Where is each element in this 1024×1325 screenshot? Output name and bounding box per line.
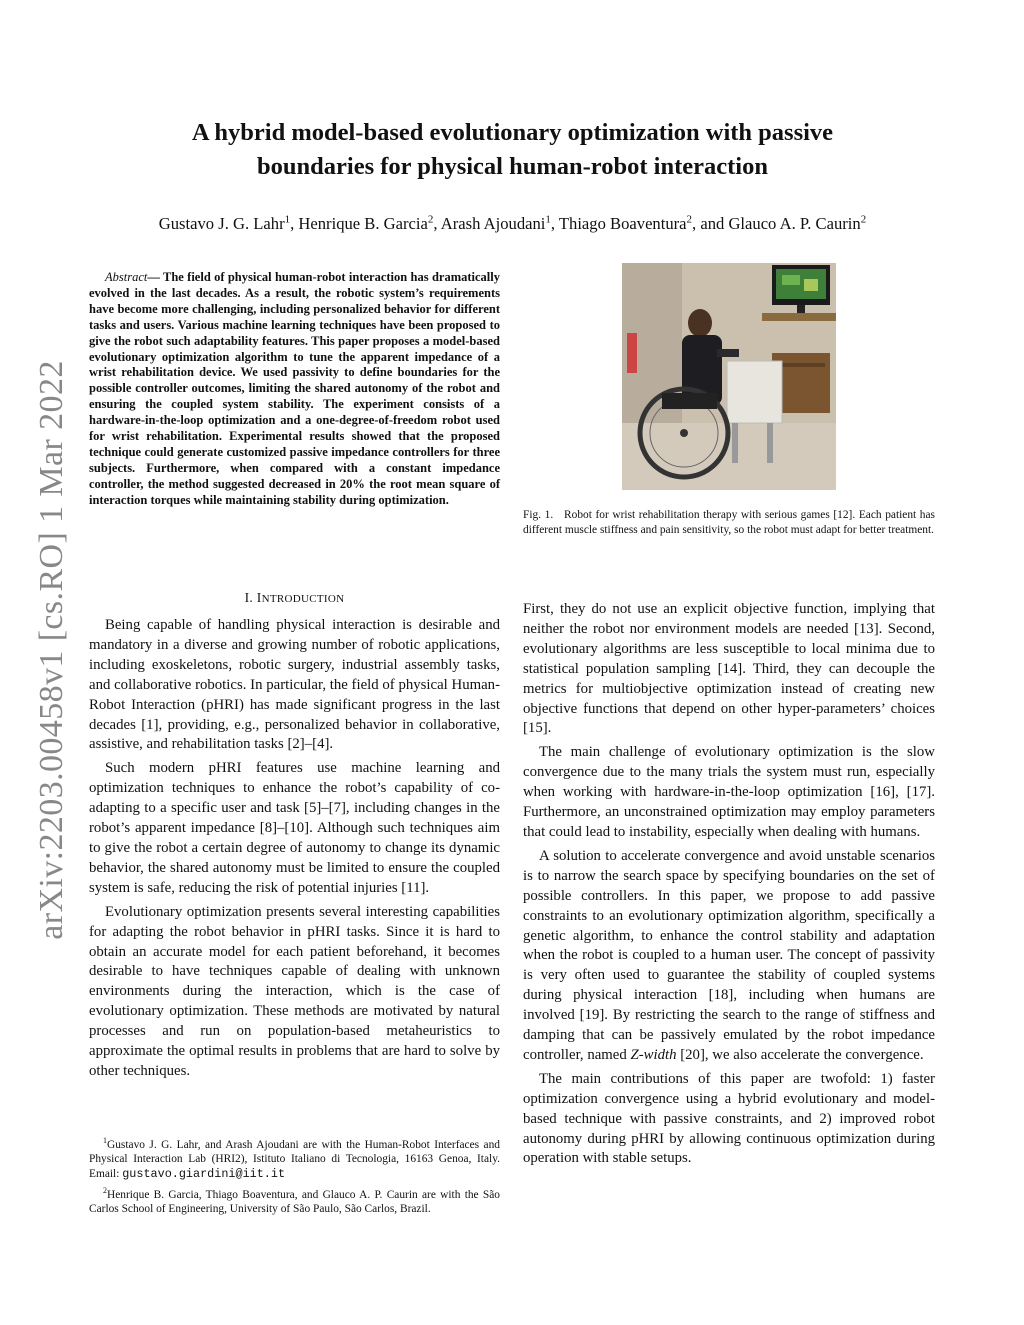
figure-robot-photo	[622, 263, 836, 490]
author: Henrique B. Garcia$^2$,	[298, 213, 441, 233]
abstract	[89, 270, 500, 509]
robot-rehab-photo	[622, 263, 836, 490]
abstract-text: The field of physical human-robot interaction has dramatically evolved in the last decades. As a result, the robotic system’s requirements have become more challenging, including personalized behavior for different tasks and users. Various machine learning techniques have been proposed to give the robot such adaptability features. This paper proposes a model-based evolutionary optimization algorithm to tune the apparent impedance of a wrist rehabilitation device. We used passivity to define boundaries for the possible controller outcomes, limiting the shared autonomy of the robot and ensuring the coupled system stability. The experiment consists of a hardware-in-the-loop optimization and a one-degree-of-freedom robot used for wrist rehabilitation. Experimental results showed that the proposed technique could generate customized passive impedance controllers for three subjects. Furthermore, when compared with a constant impedance controller, the method suggested decreased in 20% the root mean square of interaction torques while maintaining stability during optimization.	[89, 270, 501, 507]
author: Arash Ajoudani$^1$,	[440, 213, 559, 233]
title-line-1: A hybrid model-based evolutionary optimization with passive	[191, 119, 834, 146]
paragraph: Such modern pHRI features use machine learning and optimization techniques to enhance the robot’s capability of co-adapting to a specific user and task [5]–[7], including changes in the robot’s apparent impedance [8]–[10]. Although such techniques aim to give the robot a certain degree of autonomy to change its dynamic behavior, the shared autonomy must be limited to ensure the coupled system is safe, reducing the risk of potential injuries [11].	[89, 760, 500, 896]
title-line-2: boundaries for physical human-robot interaction	[257, 153, 768, 180]
author: Thiago Boaventura$^2$, and	[558, 213, 729, 233]
figure-label: Fig. 1.	[523, 509, 554, 521]
introduction-right-column	[523, 600, 935, 1173]
paper-title	[120, 116, 905, 184]
paragraph: First, they do not use an explicit objective function, implying that neither the robot nor environment models are needed [13]. Second, evolutionary algorithms are less susceptible to local minima due to statistical population sampling [14]. Third, they can decouple the metrics for multiobjective optimization instead of creating new objective functions that depend on other hyper-parameters’ choices [15].	[523, 601, 935, 737]
footnote-1: $^1$Gustavo J. G. Lahr, and Arash Ajoudani are with the Human-Robot Interfaces and Physical Interaction Lab (HRI2), Istituto Italiano di Tecnologia, 16163 Genoa, Italy. Email: gustavo.giardini@iit.it	[89, 1136, 500, 1181]
footnotes	[89, 1134, 500, 1219]
section-heading-introduction: I. INTRODUCTION	[244, 590, 345, 605]
footnote-2: $^2$Henrique B. Garcia, Thiago Boaventura, and Glauco A. P. Caurin are with the São Carlos School of Engineering, University of São Paulo, São Carlos, Brazil.	[89, 1185, 500, 1215]
abstract-dash: —	[147, 270, 163, 284]
figure-caption	[523, 508, 935, 538]
author-email: gustavo.giardini@iit.it	[122, 1166, 286, 1181]
figure-caption-text: Robot for wrist rehabilitation therapy with serious games [12]. Each patient has different muscle stiffness and pain sensitivity, so the robot must adapt for better treatment.	[523, 509, 935, 536]
paragraph: The main contributions of this paper are twofold: 1) faster optimization convergence using a hybrid evolutionary and model-based technique with passive constraints, and 2) improved robot autonomy during pHRI by allowing continuous optimization during operation with stable setups.	[523, 1070, 935, 1167]
author-list	[80, 208, 945, 235]
paragraph: Evolutionary optimization presents several interesting capabilities for adapting the robot behavior in pHRI tasks. Since it is hard to obtain an accurate model for each patient beforehand, it becomes desirable to have techniques capable of dealing with unknown environments during the interaction, which is the case of evolutionary optimization. These methods are motivated by natural processes and run on population-based metaheuristics to approximate the optimal results in problems that are hard to solve by other techniques.	[89, 903, 500, 1079]
arxiv-identifier: arXiv:2203.00458v1 [cs.RO] 1 Mar 2022	[33, 360, 70, 940]
abstract-label: Abstract	[105, 270, 148, 284]
paragraph: A solution to accelerate convergence and avoid unstable scenarios is to narrow the search space by specifying boundaries on the set of possible controllers. In this paper, we propose to add passive constraints to an evolutionary optimization algorithm, specifically a genetic algorithm, to enhance the control stability and adaptation when the robot is coupled to a human user. The concept of passivity is very often used to guarantee the stability of coupled systems during physical interaction [18], including when humans are involved [19]. By restricting the search to the range of stiffness and damping that can be passively emulated by the robot impedance controller, named Z-width [20], we also accelerate the convergence.	[523, 847, 935, 1063]
introduction-left-column	[89, 616, 500, 1086]
author: Gustavo J. G. Lahr$^1$,	[158, 213, 299, 233]
paragraph: Being capable of handling physical interaction is desirable and mandatory in a diverse and growing number of robotic applications, including exoskeletons, robotic surgery, industrial assembly tasks, and collaborative robotics. In particular, the field of physical Human-Robot Interaction (pHRI) has made significant progress in the last decades [1], providing, e.g., personalized behavior in collaborative, assistive, and rehabilitation tasks [2]–[4].	[89, 617, 500, 753]
author: Glauco A. P. Caurin$^2$	[728, 213, 867, 233]
paragraph: The main challenge of evolutionary optimization is the slow convergence due to the many trials the system must run, especially when working with hardware-in-the-loop optimization [16], [17]. Furthermore, an unconstrained optimization may employ parameters that could lead to instability, especially when dealing with humans.	[523, 744, 935, 840]
